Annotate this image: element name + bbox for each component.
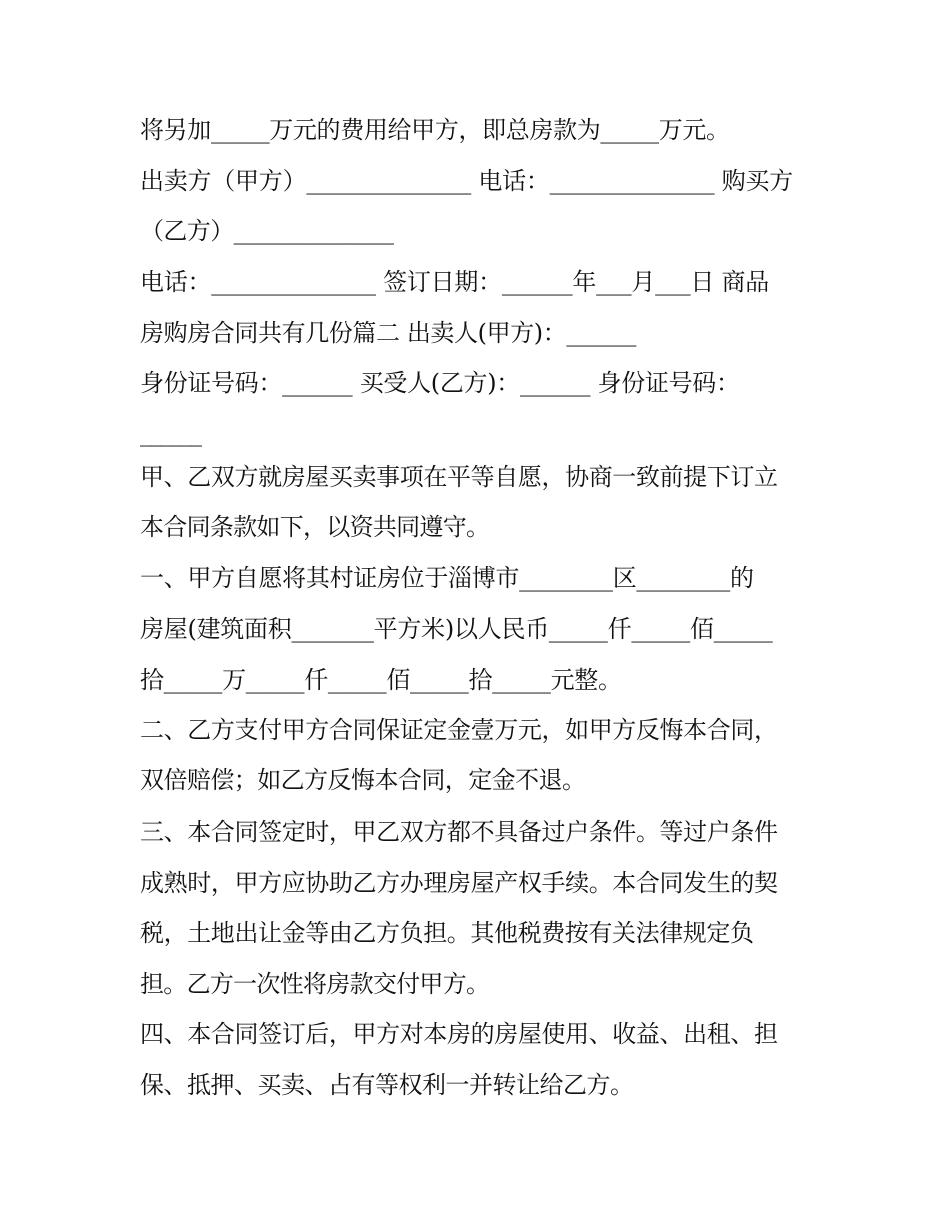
text-line: 身份证号码：______ 买受人(乙方)：______ 身份证号码： <box>140 369 740 397</box>
text-line: 四、本合同签订后，甲方对本房的房屋使用、收益、出租、担 <box>140 1020 778 1048</box>
text-line: 拾_____万_____仟_____佰_____拾_____元整。 <box>140 666 622 694</box>
text-line: 房购房合同共有几份篇二 出卖人(甲方)：______ <box>140 319 636 347</box>
text-line: 将另加_____万元的费用给甲方，即总房款为_____万元。 <box>140 116 730 144</box>
text-line: ______ <box>140 419 200 447</box>
text-line: （乙方）______________ <box>140 217 394 245</box>
text-line: 税，土地出让金等由乙方负担。其他税费按有关法律规定负 <box>140 919 754 947</box>
text-line: 双倍赔偿；如乙方反悔本合同，定金不退。 <box>140 766 586 794</box>
text-line: 保、抵押、买卖、占有等权利一并转让给乙方。 <box>140 1071 634 1099</box>
text-line: 房屋(建筑面积_______平方米)以人民币_____仟_____佰_____ <box>140 615 773 643</box>
text-line: 电话：______________ 签订日期：______年___月___日 商品 <box>140 268 770 296</box>
text-line: 担。乙方一次性将房款交付甲方。 <box>140 970 490 998</box>
text-line: 出卖方（甲方）______________ 电话：______________ 购买方 <box>140 167 794 195</box>
text-line: 一、甲方自愿将其村证房位于淄博市________区________的 <box>140 564 754 592</box>
text-line: 三、本合同签定时，甲乙双方都不具备过户条件。等过户条件 <box>140 818 778 846</box>
text-line: 甲、乙双方就房屋买卖事项在平等自愿，协商一致前提下订立 <box>140 463 778 491</box>
text-line: 本合同条款如下，以资共同遵守。 <box>140 513 490 541</box>
text-line: 二、乙方支付甲方合同保证定金壹万元，如甲方反悔本合同， <box>140 716 778 744</box>
text-line: 成熟时，甲方应协助乙方办理房屋产权手续。本合同发生的契 <box>140 869 778 897</box>
